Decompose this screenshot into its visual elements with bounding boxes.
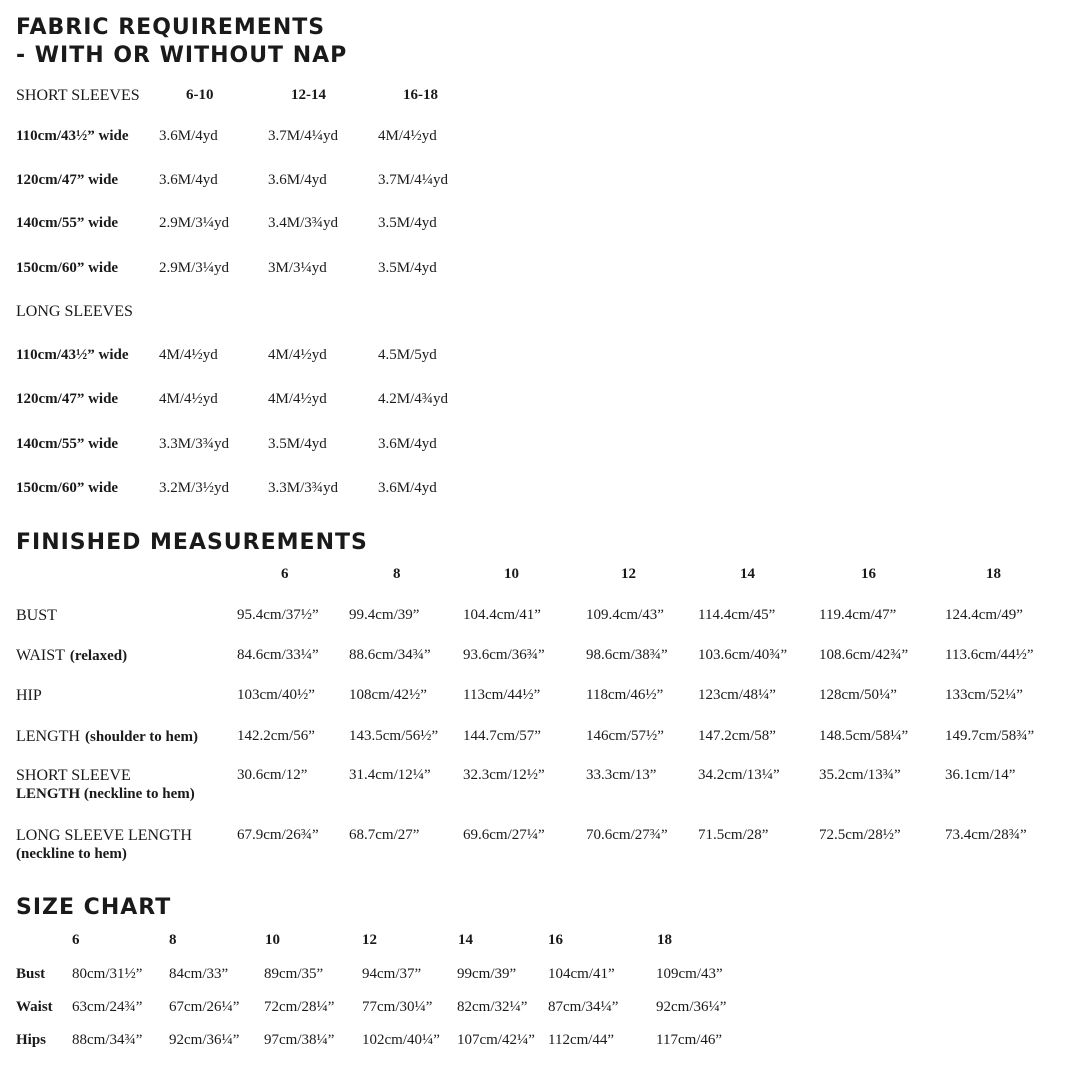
size-chart-cell: 112cm/44” bbox=[548, 1032, 615, 1048]
finished-measure-cell: 93.6cm/36¾” bbox=[463, 647, 545, 663]
fabric-width-label: 120cm/47” wide bbox=[16, 172, 119, 188]
finished-measure-cell: 124.4cm/49” bbox=[945, 607, 1023, 623]
finished-measure-cell: 84.6cm/33¼” bbox=[237, 647, 319, 663]
fabric-width-label: 110cm/43½” wide bbox=[16, 347, 129, 363]
finished-measure-cell: 68.7cm/27” bbox=[349, 827, 420, 843]
fabric-amount-cell: 3.7M/4¼yd bbox=[268, 128, 339, 144]
short-sleeves-label: SHORT SLEEVES bbox=[16, 87, 140, 104]
finished-size-header-cell: 8 bbox=[393, 566, 401, 582]
fabric-width-label: 140cm/55” wide bbox=[16, 215, 119, 231]
finished-measure-cell: 123cm/48¼” bbox=[698, 687, 776, 703]
finished-row-label-main: BUST bbox=[16, 607, 57, 624]
fabric-amount-cell: 3.5M/4yd bbox=[268, 436, 327, 452]
finished-row-label bbox=[16, 607, 57, 625]
fabric-amount-cell: 3.6M/4yd bbox=[159, 172, 218, 188]
finished-measure-cell: 114.4cm/45” bbox=[698, 607, 776, 623]
finished-measure-cell: 31.4cm/12¼” bbox=[349, 767, 431, 783]
finished-measure-cell: 73.4cm/28¾” bbox=[945, 827, 1027, 843]
finished-row-label-main: LENGTH bbox=[16, 728, 80, 745]
size-chart-header-cell: 10 bbox=[265, 932, 280, 948]
fabric-amount-cell: 3.3M/3¾yd bbox=[268, 480, 339, 496]
finished-row-label-main: WAIST bbox=[16, 647, 65, 664]
size-chart-cell: 88cm/34¾” bbox=[72, 1032, 143, 1048]
finished-size-header-cell: 16 bbox=[861, 566, 876, 582]
fabric-amount-cell: 4.2M/4¾yd bbox=[378, 391, 449, 407]
finished-measure-cell: 146cm/57½” bbox=[586, 728, 664, 744]
size-chart-cell: 117cm/46” bbox=[656, 1032, 723, 1048]
size-chart-cell: 92cm/36¼” bbox=[656, 999, 727, 1015]
size-chart-cell: 87cm/34¼” bbox=[548, 999, 619, 1015]
fabric-size-group: 16-18 bbox=[403, 87, 438, 103]
finished-measure-cell: 30.6cm/12” bbox=[237, 767, 308, 783]
size-chart-cell: 94cm/37” bbox=[362, 966, 422, 982]
fabric-width-label: 120cm/47” wide bbox=[16, 391, 119, 407]
fabric-heading bbox=[16, 14, 347, 70]
finished-size-header-cell: 12 bbox=[621, 566, 636, 582]
size-chart-cell: 109cm/43” bbox=[656, 966, 723, 982]
fabric-amount-cell: 3.6M/4yd bbox=[378, 436, 437, 452]
finished-row-label bbox=[16, 728, 198, 746]
fabric-amount-cell: 3.7M/4¼yd bbox=[378, 172, 449, 188]
finished-measure-cell: 103cm/40½” bbox=[237, 687, 315, 703]
size-chart-cell: 92cm/36¼” bbox=[169, 1032, 240, 1048]
fabric-amount-cell: 3M/3¼yd bbox=[268, 260, 327, 276]
fabric-amount-cell: 4M/4½yd bbox=[378, 128, 437, 144]
size-chart-cell: 84cm/33” bbox=[169, 966, 229, 982]
fabric-width-label: 140cm/55” wide bbox=[16, 436, 119, 452]
finished-measure-cell: 98.6cm/38¾” bbox=[586, 647, 668, 663]
size-chart-cell: 102cm/40¼” bbox=[362, 1032, 440, 1048]
finished-measure-cell: 36.1cm/14” bbox=[945, 767, 1016, 783]
fabric-amount-cell: 3.5M/4yd bbox=[378, 215, 437, 231]
finished-measure-cell: 33.3cm/13” bbox=[586, 767, 657, 783]
fabric-size-group: 6-10 bbox=[186, 87, 214, 103]
fabric-amount-cell: 4M/4½yd bbox=[159, 391, 218, 407]
fabric-amount-cell: 4.5M/5yd bbox=[378, 347, 437, 363]
finished-measure-cell: 109.4cm/43” bbox=[586, 607, 664, 623]
finished-heading: FINISHED MEASUREMENTS bbox=[16, 530, 368, 555]
size-chart-header-cell: 6 bbox=[72, 932, 80, 948]
finished-measure-cell: 72.5cm/28½” bbox=[819, 827, 901, 843]
finished-measure-cell: 118cm/46½” bbox=[586, 687, 664, 703]
fabric-heading-line1: FABRIC REQUIREMENTS bbox=[16, 15, 326, 40]
size-chart-cell: 99cm/39” bbox=[457, 966, 517, 982]
fabric-amount-cell: 3.6M/4yd bbox=[378, 480, 437, 496]
size-chart-row-label: Bust bbox=[16, 966, 46, 982]
size-chart-row-label: Waist bbox=[16, 999, 53, 1015]
finished-measure-cell: 133cm/52¼” bbox=[945, 687, 1023, 703]
finished-size-header-cell: 18 bbox=[986, 566, 1001, 582]
finished-measure-cell: 144.7cm/57” bbox=[463, 728, 541, 744]
size-chart-header-cell: 16 bbox=[548, 932, 563, 948]
finished-measure-cell: 147.2cm/58” bbox=[698, 728, 776, 744]
finished-measure-cell: 143.5cm/56½” bbox=[349, 728, 439, 744]
finished-row-label-sub: (shoulder to hem) bbox=[84, 729, 199, 745]
finished-row-label-sub: LENGTH (neckline to hem) bbox=[16, 786, 195, 802]
size-chart-cell: 82cm/32¼” bbox=[457, 999, 528, 1015]
finished-row-label-sub: (relaxed) bbox=[69, 648, 128, 664]
finished-row-label bbox=[16, 687, 42, 705]
size-chart-cell: 63cm/24¾” bbox=[72, 999, 143, 1015]
fabric-amount-cell: 3.6M/4yd bbox=[159, 128, 218, 144]
long-sleeves-label: LONG SLEEVES bbox=[16, 303, 133, 320]
fabric-width-label: 150cm/60” wide bbox=[16, 260, 119, 276]
finished-measure-cell: 88.6cm/34¾” bbox=[349, 647, 431, 663]
fabric-width-label: 150cm/60” wide bbox=[16, 480, 119, 496]
fabric-amount-cell: 3.6M/4yd bbox=[268, 172, 327, 188]
finished-measure-cell: 108cm/42½” bbox=[349, 687, 427, 703]
finished-row-label-main: SHORT SLEEVE bbox=[16, 767, 131, 784]
finished-measure-cell: 113cm/44½” bbox=[463, 687, 541, 703]
size-chart-cell: 104cm/41” bbox=[548, 966, 615, 982]
finished-measure-cell: 69.6cm/27¼” bbox=[463, 827, 545, 843]
finished-measure-cell: 32.3cm/12½” bbox=[463, 767, 545, 783]
finished-size-header-cell: 14 bbox=[740, 566, 755, 582]
finished-row-label bbox=[16, 647, 127, 665]
finished-measure-cell: 34.2cm/13¼” bbox=[698, 767, 780, 783]
finished-measure-cell: 142.2cm/56” bbox=[237, 728, 315, 744]
size-chart-header-cell: 18 bbox=[657, 932, 672, 948]
finished-measure-cell: 95.4cm/37½” bbox=[237, 607, 319, 623]
fabric-amount-cell: 4M/4½yd bbox=[268, 347, 327, 363]
size-chart-header-cell: 8 bbox=[169, 932, 177, 948]
fabric-amount-cell: 3.4M/3¾yd bbox=[268, 215, 339, 231]
finished-measure-cell: 119.4cm/47” bbox=[819, 607, 897, 623]
fabric-amount-cell: 2.9M/3¼yd bbox=[159, 215, 230, 231]
finished-row-label bbox=[16, 767, 131, 785]
finished-row-label bbox=[16, 827, 192, 845]
finished-measure-cell: 103.6cm/40¾” bbox=[698, 647, 788, 663]
finished-size-header-cell: 10 bbox=[504, 566, 519, 582]
finished-measure-cell: 108.6cm/42¾” bbox=[819, 647, 909, 663]
fabric-amount-cell: 3.3M/3¾yd bbox=[159, 436, 230, 452]
size-chart-cell: 97cm/38¼” bbox=[264, 1032, 335, 1048]
finished-measure-cell: 35.2cm/13¾” bbox=[819, 767, 901, 783]
finished-row-label-main: LONG SLEEVE LENGTH bbox=[16, 827, 192, 844]
size-chart-heading: SIZE CHART bbox=[16, 895, 172, 920]
finished-size-header-cell: 6 bbox=[281, 566, 289, 582]
finished-row-label-sub: (neckline to hem) bbox=[16, 846, 127, 862]
fabric-amount-cell: 2.9M/3¼yd bbox=[159, 260, 230, 276]
size-chart-cell: 80cm/31½” bbox=[72, 966, 143, 982]
size-chart-cell: 89cm/35” bbox=[264, 966, 324, 982]
fabric-heading-line2: - WITH OR WITHOUT NAP bbox=[16, 43, 348, 68]
size-chart-row-label: Hips bbox=[16, 1032, 47, 1048]
finished-measure-cell: 128cm/50¼” bbox=[819, 687, 897, 703]
size-chart-header-cell: 14 bbox=[458, 932, 473, 948]
size-chart-header-cell: 12 bbox=[362, 932, 377, 948]
finished-row-label-main: HIP bbox=[16, 687, 42, 704]
size-chart-cell: 72cm/28¼” bbox=[264, 999, 335, 1015]
fabric-size-group: 12-14 bbox=[291, 87, 326, 103]
finished-measure-cell: 113.6cm/44½” bbox=[945, 647, 1034, 663]
finished-measure-cell: 148.5cm/58¼” bbox=[819, 728, 909, 744]
fabric-amount-cell: 3.2M/3½yd bbox=[159, 480, 230, 496]
size-chart-cell: 77cm/30¼” bbox=[362, 999, 433, 1015]
size-chart-cell: 107cm/42¼” bbox=[457, 1032, 535, 1048]
finished-measure-cell: 99.4cm/39” bbox=[349, 607, 420, 623]
fabric-width-label: 110cm/43½” wide bbox=[16, 128, 129, 144]
fabric-amount-cell: 4M/4½yd bbox=[268, 391, 327, 407]
finished-measure-cell: 71.5cm/28” bbox=[698, 827, 769, 843]
size-chart-cell: 67cm/26¼” bbox=[169, 999, 240, 1015]
finished-measure-cell: 104.4cm/41” bbox=[463, 607, 541, 623]
fabric-amount-cell: 3.5M/4yd bbox=[378, 260, 437, 276]
fabric-amount-cell: 4M/4½yd bbox=[159, 347, 218, 363]
finished-measure-cell: 67.9cm/26¾” bbox=[237, 827, 319, 843]
finished-measure-cell: 70.6cm/27¾” bbox=[586, 827, 668, 843]
finished-measure-cell: 149.7cm/58¾” bbox=[945, 728, 1035, 744]
